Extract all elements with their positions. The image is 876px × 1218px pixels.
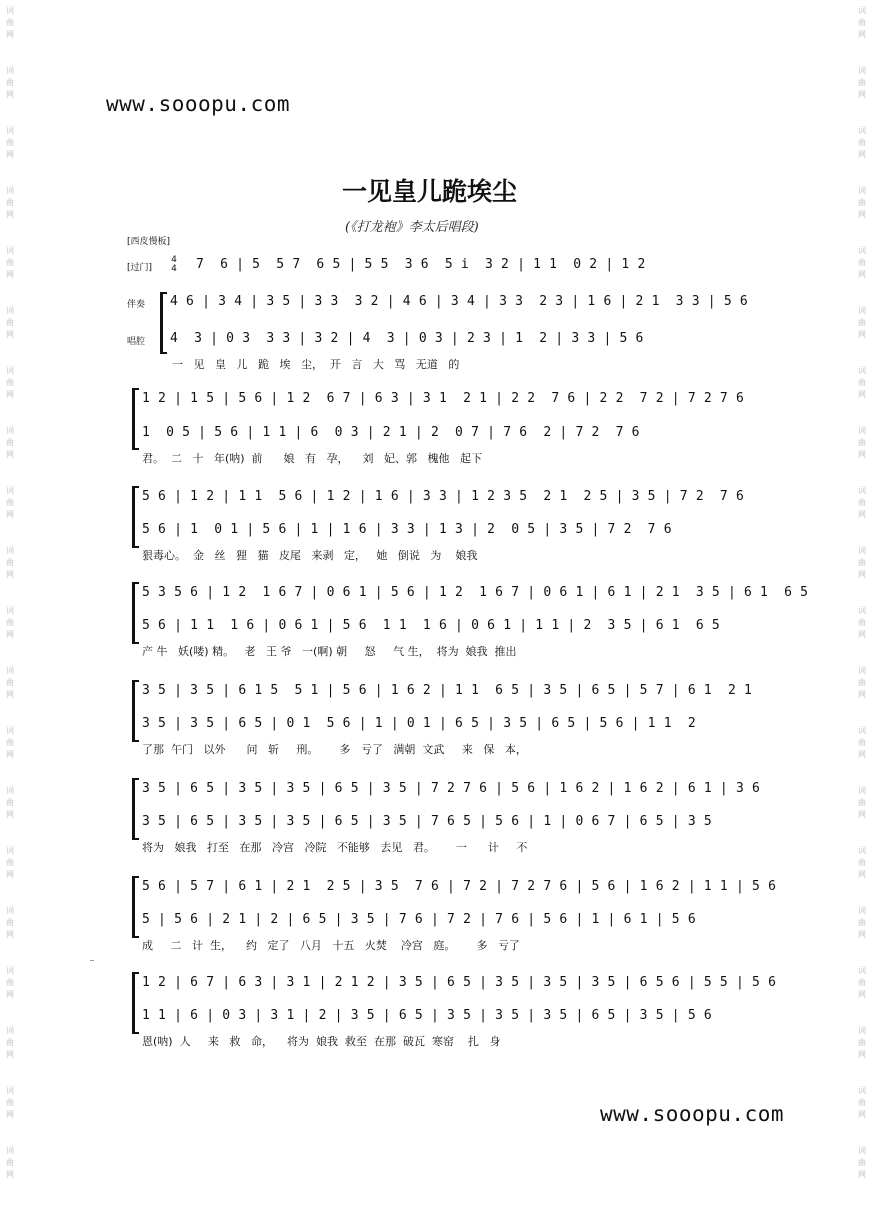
watermark-char: 曲 — [858, 78, 866, 87]
watermark-char: 曲 — [6, 1038, 14, 1047]
divider — [90, 960, 94, 961]
watermark-char: 网 — [858, 630, 866, 639]
watermark-char: 词 — [6, 426, 14, 435]
watermark-char: 词 — [858, 6, 866, 15]
watermark-char: 网 — [858, 930, 866, 939]
watermark-char: 曲 — [6, 1158, 14, 1167]
watermark-char: 网 — [858, 990, 866, 999]
watermark-char: 曲 — [858, 1158, 866, 1167]
watermark-char: 网 — [6, 150, 14, 159]
watermark-char: 词 — [858, 186, 866, 195]
lyric-line: 一 见 皇 儿 跪 埃 尘， 开 言 大 骂 无道 的 — [172, 358, 460, 371]
watermark-char: 网 — [6, 990, 14, 999]
watermark-char: 词 — [858, 246, 866, 255]
watermark-char: 词 — [6, 1026, 14, 1035]
watermark-char: 词 — [858, 366, 866, 375]
watermark-char: 词 — [858, 426, 866, 435]
watermark-char: 网 — [858, 90, 866, 99]
watermark-char: 词 — [6, 366, 14, 375]
watermark-char: 曲 — [6, 198, 14, 207]
watermark-char: 曲 — [6, 138, 14, 147]
watermark-char: 词 — [6, 906, 14, 915]
watermark-char: 曲 — [6, 438, 14, 447]
watermark-char: 词 — [858, 846, 866, 855]
watermark-char: 网 — [6, 1170, 14, 1179]
vocal-line: 1 1 | 6 | 0 3 | 3 1 | 2 | 3 5 | 6 5 | 3 5 | 3 5 | 3 5 | 6 5 | 3 5 | 5 6 — [142, 1008, 712, 1023]
lyric-line: 君。 二 十 年(呐) 前 娘 有 孕， 刘 妃、郭 槐他 起下 — [142, 452, 482, 465]
intro-notation: 7 6 | 5 5 7 6 5 | 5 5 3 6 5 i 3 2 | 1 1 0 2 | 1 2 — [196, 257, 646, 272]
watermark-char: 词 — [6, 126, 14, 135]
watermark-char: 网 — [6, 390, 14, 399]
system-brace — [132, 680, 139, 742]
watermark-char: 曲 — [6, 18, 14, 27]
watermark-char: 词 — [858, 486, 866, 495]
watermark-char: 网 — [858, 1050, 866, 1059]
watermark-char: 词 — [6, 306, 14, 315]
watermark-char: 曲 — [6, 558, 14, 567]
vocal-line: 4 3 | 0 3 3 3 | 3 2 | 4 3 | 0 3 | 2 3 | 1 2 | 3 3 | 5 6 — [170, 331, 644, 346]
watermark-column-left — [0, 0, 22, 1218]
watermark-char: 词 — [858, 966, 866, 975]
watermark-char: 词 — [858, 546, 866, 555]
watermark-char: 网 — [6, 570, 14, 579]
system-brace — [132, 972, 139, 1034]
vocal-line: 5 6 | 1 0 1 | 5 6 | 1 | 1 6 | 3 3 | 1 3 | 2 0 5 | 3 5 | 7 2 7 6 — [142, 522, 672, 537]
watermark-char: 网 — [858, 270, 866, 279]
lyric-line: 将为 娘我 打至 在那 冷宫 冷院 不能够 去见 君。 一 计 不 — [142, 841, 528, 854]
time-signature-bottom: 4 — [171, 264, 177, 274]
watermark-char: 网 — [6, 810, 14, 819]
section-label: [西皮慢板] — [127, 237, 171, 247]
watermark-char: 网 — [6, 1110, 14, 1119]
watermark-char: 曲 — [6, 258, 14, 267]
system-brace — [160, 292, 167, 354]
part-label-accompaniment: 伴奏 — [127, 300, 146, 310]
watermark-char: 网 — [6, 90, 14, 99]
watermark-char: 词 — [858, 606, 866, 615]
watermark-char: 网 — [858, 1170, 866, 1179]
watermark-column-right — [852, 0, 874, 1218]
vocal-line: 3 5 | 3 5 | 6 5 | 0 1 5 6 | 1 | 0 1 | 6 5 | 3 5 | 6 5 | 5 6 | 1 1 2 — [142, 716, 696, 731]
watermark-char: 词 — [858, 906, 866, 915]
accompaniment-line: 3 5 | 6 5 | 3 5 | 3 5 | 6 5 | 3 5 | 7 2 7 6 | 5 6 | 1 6 2 | 1 6 2 | 6 1 | 3 6 — [142, 781, 761, 796]
watermark-char: 词 — [858, 666, 866, 675]
accompaniment-line: 1 2 | 6 7 | 6 3 | 3 1 | 2 1 2 | 3 5 | 6 5 | 3 5 | 3 5 | 3 5 | 6 5 6 | 5 5 | 5 6 — [142, 975, 777, 990]
watermark-char: 曲 — [858, 1098, 866, 1107]
watermark-char: 网 — [6, 30, 14, 39]
watermark-char: 网 — [858, 30, 866, 39]
lyric-line: 狠毒心。 金 丝 狸 猫 皮尾 来剥 定， 她 倒说 为 娘我 — [142, 549, 478, 562]
watermark-char: 曲 — [858, 258, 866, 267]
watermark-char: 曲 — [858, 978, 866, 987]
watermark-char: 词 — [6, 786, 14, 795]
watermark-char: 曲 — [6, 858, 14, 867]
lyric-line: 产 牛 妖(喽) 精。 老 王 爷 一(啊) 朝 怒 气 生， 将为 娘我 推出 — [142, 645, 517, 658]
watermark-char: 词 — [858, 66, 866, 75]
watermark-char: 曲 — [858, 798, 866, 807]
watermark-char: 网 — [858, 750, 866, 759]
vocal-line: 5 | 5 6 | 2 1 | 2 | 6 5 | 3 5 | 7 6 | 7 2 | 7 6 | 5 6 | 1 | 6 1 | 5 6 — [142, 912, 696, 927]
watermark-char: 词 — [6, 726, 14, 735]
time-signature-top: 4 — [171, 255, 177, 265]
watermark-char: 词 — [6, 186, 14, 195]
intro-label: [过门] — [127, 263, 153, 273]
vocal-line: 3 5 | 6 5 | 3 5 | 3 5 | 6 5 | 3 5 | 7 6 5 | 5 6 | 1 | 0 6 7 | 6 5 | 3 5 — [142, 814, 712, 829]
vocal-line: 5 6 | 1 1 1 6 | 0 6 1 | 5 6 1 1 1 6 | 0 6 1 | 1 1 | 2 3 5 | 6 1 6 5 — [142, 618, 720, 633]
watermark-char: 网 — [6, 270, 14, 279]
watermark-char: 网 — [6, 210, 14, 219]
watermark-char: 曲 — [6, 798, 14, 807]
watermark-char: 网 — [858, 690, 866, 699]
site-url-top: www.sooopu.com — [106, 92, 291, 116]
watermark-char: 网 — [6, 750, 14, 759]
watermark-char: 曲 — [6, 1098, 14, 1107]
system-brace — [132, 778, 139, 840]
watermark-char: 曲 — [858, 558, 866, 567]
system-brace — [132, 486, 139, 548]
watermark-char: 词 — [6, 666, 14, 675]
watermark-char: 曲 — [6, 498, 14, 507]
watermark-char: 网 — [6, 510, 14, 519]
watermark-char: 网 — [858, 1110, 866, 1119]
part-label-vocal: 唱腔 — [127, 337, 146, 347]
watermark-char: 词 — [6, 1146, 14, 1155]
watermark-char: 词 — [858, 1086, 866, 1095]
lyric-line: 恩(呐) 人 来 救 命， 将为 娘我 救至 在那 破瓦 寒窑 扎 身 — [142, 1035, 501, 1048]
watermark-char: 曲 — [6, 618, 14, 627]
watermark-char: 曲 — [858, 198, 866, 207]
watermark-char: 曲 — [858, 738, 866, 747]
time-signature — [169, 256, 179, 274]
accompaniment-line: 3 5 | 3 5 | 6 1 5 5 1 | 5 6 | 1 6 2 | 1 1 6 5 | 3 5 | 6 5 | 5 7 | 6 1 2 1 — [142, 683, 753, 698]
watermark-char: 网 — [858, 810, 866, 819]
watermark-char: 网 — [6, 690, 14, 699]
watermark-char: 曲 — [6, 918, 14, 927]
watermark-char: 曲 — [858, 858, 866, 867]
watermark-char: 曲 — [858, 318, 866, 327]
watermark-char: 曲 — [6, 678, 14, 687]
watermark-char: 网 — [858, 210, 866, 219]
watermark-char: 网 — [858, 510, 866, 519]
watermark-char: 词 — [858, 1026, 866, 1035]
watermark-char: 曲 — [6, 78, 14, 87]
accompaniment-line: 1 2 | 1 5 | 5 6 | 1 2 6 7 | 6 3 | 3 1 2 1 | 2 2 7 6 | 2 2 7 2 | 7 2 7 6 — [142, 391, 744, 406]
watermark-char: 曲 — [858, 918, 866, 927]
watermark-char: 网 — [858, 390, 866, 399]
watermark-char: 词 — [6, 966, 14, 975]
watermark-char: 网 — [858, 450, 866, 459]
system-brace — [132, 876, 139, 938]
watermark-char: 曲 — [858, 498, 866, 507]
accompaniment-line: 5 6 | 1 2 | 1 1 5 6 | 1 2 | 1 6 | 3 3 | 1 2 3 5 2 1 2 5 | 3 5 | 7 2 7 6 — [142, 489, 744, 504]
watermark-char: 网 — [6, 870, 14, 879]
watermark-char: 网 — [6, 450, 14, 459]
watermark-char: 网 — [6, 1050, 14, 1059]
watermark-char: 曲 — [858, 678, 866, 687]
watermark-char: 词 — [6, 6, 14, 15]
vocal-line: 1 0 5 | 5 6 | 1 1 | 6 0 3 | 2 1 | 2 0 7 | 7 6 2 | 7 2 7 6 — [142, 425, 640, 440]
system-brace — [132, 388, 139, 450]
watermark-char: 词 — [6, 66, 14, 75]
watermark-char: 网 — [6, 330, 14, 339]
watermark-char: 网 — [858, 150, 866, 159]
watermark-char: 曲 — [858, 18, 866, 27]
watermark-char: 网 — [6, 930, 14, 939]
accompaniment-line: 5 3 5 6 | 1 2 1 6 7 | 0 6 1 | 5 6 | 1 2 1 6 7 | 0 6 1 | 6 1 | 2 1 3 5 | 6 1 6 5 — [142, 585, 809, 600]
watermark-char: 词 — [6, 486, 14, 495]
watermark-char: 词 — [6, 246, 14, 255]
watermark-char: 网 — [858, 330, 866, 339]
site-url-bottom: www.sooopu.com — [600, 1102, 785, 1126]
watermark-char: 网 — [6, 630, 14, 639]
watermark-char: 词 — [858, 726, 866, 735]
watermark-char: 曲 — [6, 378, 14, 387]
watermark-char: 词 — [6, 606, 14, 615]
watermark-char: 词 — [858, 786, 866, 795]
watermark-char: 网 — [858, 570, 866, 579]
accompaniment-line: 4 6 | 3 4 | 3 5 | 3 3 3 2 | 4 6 | 3 4 | 3 3 2 3 | 1 6 | 2 1 3 3 | 5 6 — [170, 294, 748, 309]
watermark-char: 词 — [6, 1086, 14, 1095]
song-subtitle: (《打龙袍》李太后唱段) — [345, 220, 479, 235]
watermark-char: 词 — [858, 306, 866, 315]
watermark-char: 曲 — [6, 978, 14, 987]
lyric-line: 成 二 计 生， 约 定了 八月 十五 火焚 冷宫 庭。 多 亏了 — [142, 939, 520, 952]
watermark-char: 词 — [858, 126, 866, 135]
lyric-line: 了那 午门 以外 问 斩 刑。 多 亏了 满朝 文武 来 保 本， — [142, 743, 527, 756]
watermark-char: 词 — [6, 846, 14, 855]
watermark-char: 曲 — [6, 318, 14, 327]
accompaniment-line: 5 6 | 5 7 | 6 1 | 2 1 2 5 | 3 5 7 6 | 7 2 | 7 2 7 6 | 5 6 | 1 6 2 | 1 1 | 5 6 — [142, 879, 777, 894]
watermark-char: 词 — [6, 546, 14, 555]
watermark-char: 曲 — [858, 138, 866, 147]
watermark-char: 曲 — [858, 1038, 866, 1047]
watermark-char: 网 — [858, 870, 866, 879]
watermark-char: 词 — [858, 1146, 866, 1155]
watermark-char: 曲 — [858, 618, 866, 627]
system-brace — [132, 582, 139, 644]
watermark-char: 曲 — [6, 738, 14, 747]
watermark-char: 曲 — [858, 438, 866, 447]
watermark-char: 曲 — [858, 378, 866, 387]
song-title: 一见皇儿跪埃尘 — [342, 177, 518, 206]
